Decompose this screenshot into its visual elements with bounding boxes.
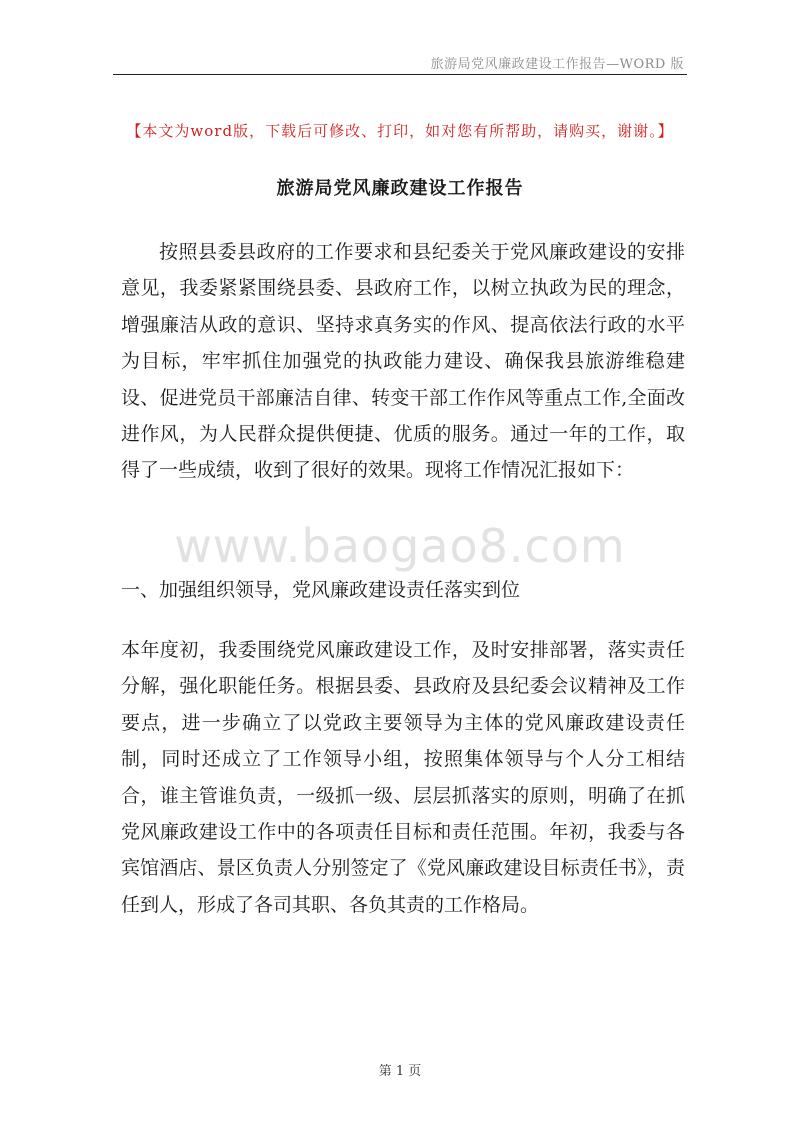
watermark: www.baogao8.com xyxy=(174,519,626,573)
section-paragraph: 本年度初，我委围绕党风廉政建设工作，及时安排部署，落实责任分解，强化职能任务。根据县委、县政府及县纪委会议精神及工作要点，进一步确立了以党政主要领导为主体的党风廉政建设责任制，同时还成立了工作领导小组，按照集体领导与个人分工相结合，谁主管谁负责，一级抓一级、层层抓落实的原则，明确了在抓党风廉政建设工作中的各项责任目标和责任范围。年初，我委与各宾馆酒店、景区负责人分别签定了《党风廉政建设目标责任书》，责任到人，形成了各司其职、各负其责的工作格局。 xyxy=(121,639,685,916)
document-title: 旅游局党风廉政建设工作报告 xyxy=(276,178,524,199)
header-divider xyxy=(113,74,687,75)
intro-paragraph: 按照县委县政府的工作要求和县纪委关于党风廉政建设的安排意见，我委紧紧围绕县委、县政府工作，以树立执政为民的理念，增强廉洁从政的意识、坚持求真务实的作风、提高依法行政的水平为目标，牢牢抓住加强党的执政能力建设、确保我县旅游维稳建设、促进党员干部廉洁自律、转变干部工作作风等重点工作,全面改进作风，为人民群众提供便捷、优质的服务。通过一年的工作，取得了一些成绩，收到了很好的效果。现将工作情况汇报如下： xyxy=(121,241,685,482)
section-heading: 一、加强组织领导，党风廉政建设责任落实到位 xyxy=(121,579,521,601)
running-header: 旅游局党风廉政建设工作报告—WORD 版 xyxy=(430,57,684,72)
purchase-notice: 【本文为word版，下载后可修改、打印，如对您有所帮助，请购买，谢谢。】 xyxy=(126,122,674,140)
page-number: 第 1 页 xyxy=(378,1064,422,1079)
